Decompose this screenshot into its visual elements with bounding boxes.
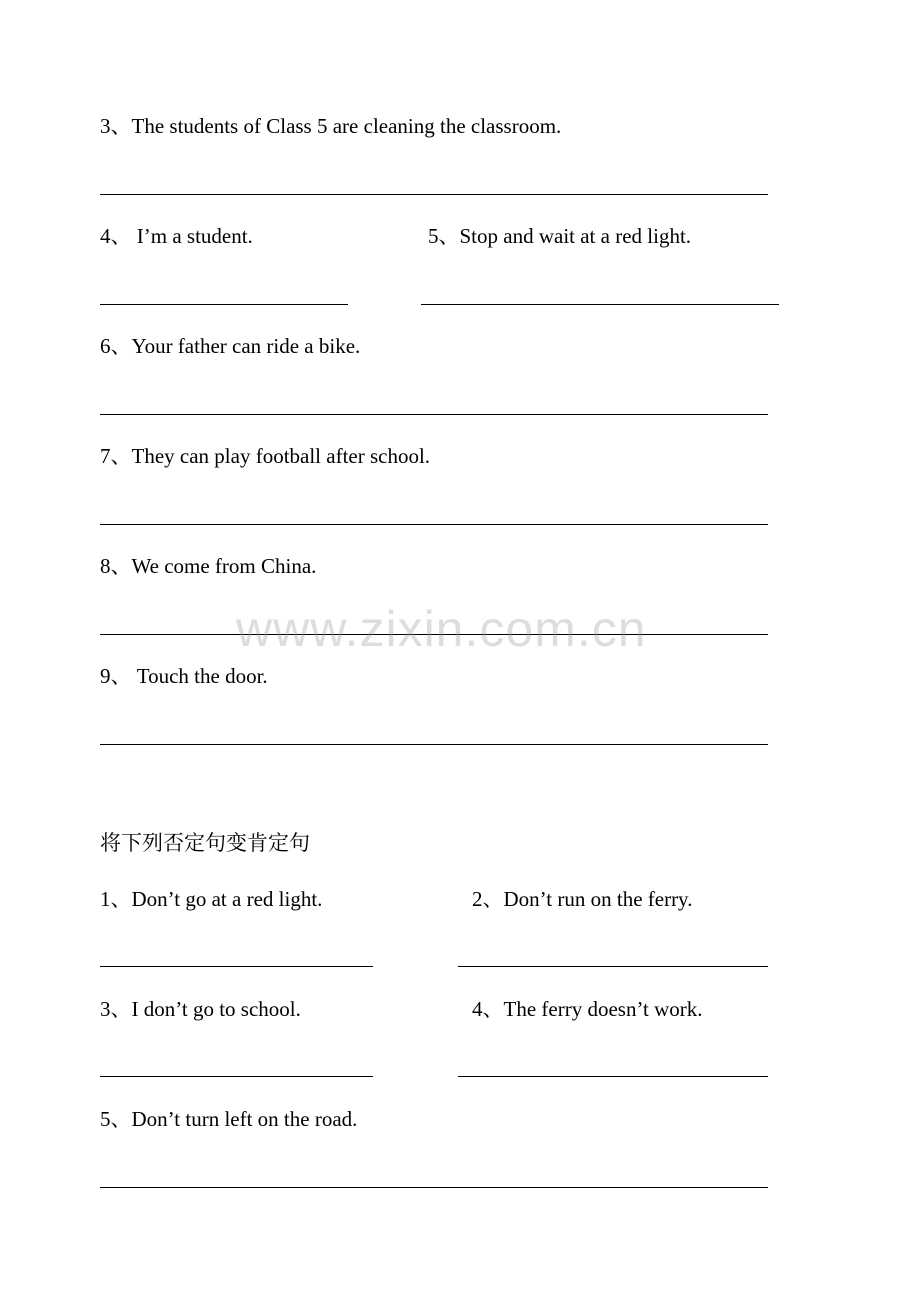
negative-sentence-2: 2、Don’t run on the ferry. [472,887,693,911]
answer-line-n2[interactable] [458,966,768,967]
sentence-5: 5、Stop and wait at a red light. [428,224,692,248]
watermark: www.zixin.com.cn [236,601,647,657]
answer-line-4[interactable] [100,304,348,305]
answer-line-5[interactable] [421,304,779,305]
answer-line-9[interactable] [100,744,768,745]
sentence-6: 6、Your father can ride a bike. [100,334,361,358]
sentence-9: 9、 Touch the door. [100,664,268,688]
negative-sentence-1: 1、Don’t go at a red light. [100,887,323,911]
answer-line-n1[interactable] [100,966,373,967]
answer-line-n5[interactable] [100,1187,768,1188]
sentence-3: 3、The students of Class 5 are cleaning the classroom. [100,114,562,138]
negative-sentence-4: 4、The ferry doesn’t work. [472,997,703,1021]
sentence-7: 7、They can play football after school. [100,444,431,468]
section-heading: 将下列否定句变肯定句 [100,831,310,855]
answer-line-6[interactable] [100,414,768,415]
answer-line-n4[interactable] [458,1076,768,1077]
answer-line-3[interactable] [100,194,768,195]
sentence-8: 8、We come from China. [100,554,317,578]
answer-line-7[interactable] [100,524,768,525]
negative-sentence-3: 3、I don’t go to school. [100,997,301,1021]
sentence-4: 4、 I’m a student. [100,224,253,248]
answer-line-n3[interactable] [100,1076,373,1077]
negative-sentence-5: 5、Don’t turn left on the road. [100,1107,358,1131]
